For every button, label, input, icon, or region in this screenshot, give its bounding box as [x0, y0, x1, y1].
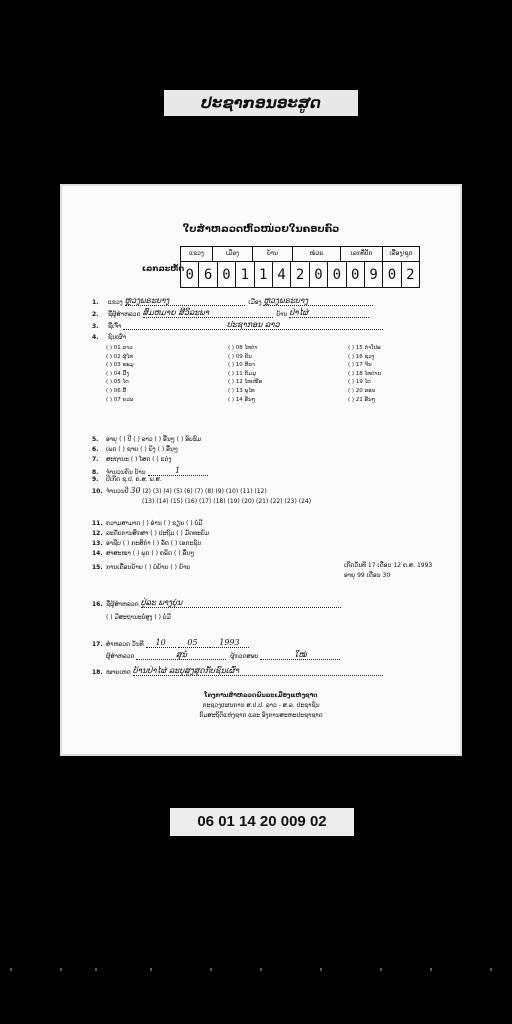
years-value: 30 [130, 486, 141, 495]
code-digit: 6 [199, 262, 217, 288]
film-edge-marks [0, 968, 512, 972]
form-row-9: 9. ປີເກີດ ຊ.ປ. ຄ.ສ. ພ.ສ. [92, 476, 162, 483]
district-value: ຫຼວງພຣະບາງ [263, 296, 373, 306]
code-digit: 0 [328, 262, 346, 288]
checkbox-option[interactable]: ( ) 12 ໄທເໜືອ [228, 378, 262, 387]
checkbox-option[interactable]: ( ) 16 ຊ່ວງ [348, 353, 381, 362]
form-row-10: 10. ຈຳນວນປີ 30 (2) (3) (4) (5) (6) (7) (8) (9) (10) (11) (12) [92, 486, 267, 495]
survey-year: 1993 [209, 638, 249, 648]
code-digit: 4 [273, 262, 291, 288]
form-row-17-signatures: ຜູ້ສຳຫລວດ ສຸນໍ ຜູ້ກວດສອບ ໃໝ່ [106, 650, 340, 660]
code-header-cell: ເລື້ອງ/ຊຸດ [389, 250, 413, 257]
form-row-4: 4. ຊົນເຜົ່າ [92, 334, 126, 341]
reel-code-label: 06 01 14 20 009 02 [170, 808, 354, 836]
row-text: ສະຖານະ ( ) ໂສດ ( ) ແຕ່ງ [106, 456, 172, 463]
survey-day: 10 [146, 638, 176, 648]
code-digit: 9 [365, 262, 383, 288]
field-label: ຊື່ຜູ້ສຳຫລວດ [106, 601, 139, 608]
form-row-13: 13. ອາຊີບ ( ) ກະສິກຳ ( ) ລັດ ( ) ເອກະຊົນ [92, 540, 202, 547]
code-header-cell: ເມືອງ [213, 247, 253, 261]
village-value: ປ່າໄຜ່ [289, 308, 369, 318]
field-label: ຈຳນວນປີ [106, 488, 129, 495]
form-row-12: 12. ລະດັບການສຶກສາ ( ) ປະຖົມ ( ) ມັດທະຍົມ [92, 530, 210, 537]
code-digit: 1 [255, 262, 273, 288]
checkbox-option[interactable]: ( ) 04 ມົ້ງ [106, 370, 134, 379]
checkbox-option[interactable]: ( ) 08 ໄທດຳ [228, 344, 262, 353]
survey-month: 05 [178, 638, 208, 648]
checkbox-option[interactable]: ( ) 10 ສີລາ [228, 361, 262, 370]
form-row-11: 11. ຄວາມສາມາດ ( ) ອ່ານ ( ) ຂຽນ ( ) ບໍ່ມີ [92, 520, 203, 527]
checkbox-option[interactable]: ( ) 21 ອື່ນໆ [348, 396, 381, 405]
form-row-6: 6. ເພດ ( ) ຊາຍ ( ) ຍິງ ( ) ອື່ນໆ [92, 446, 178, 453]
checkbox-option[interactable]: ( ) 02 ຜູ້ໄທ [106, 353, 134, 362]
field-label: ບ້ານ [276, 311, 288, 318]
form-row-18: 18. ໝາຍເຫດ ບ້ານປ່າໄຜ່ ລະບຸສູງສຸດກັບຊົນເຜົ່າ [92, 666, 383, 676]
code-table-header [181, 247, 419, 262]
checkbox-option[interactable]: ( ) 17 ຈີນ [348, 361, 381, 370]
field-label: ຊົນເຜົ່າ [107, 334, 126, 341]
form-row-17: 17. ສຳຫລວດ ວັນທີ 10 05 1993 [92, 638, 249, 648]
form-row-1: 1. ແຂວງ ຫຼວງພຣະບາງ ເມືອງ ຫຼວງພຣະບາງ [92, 296, 373, 306]
form-row-7: 7. ສະຖານະ ( ) ໂສດ ( ) ແຕ່ງ [92, 456, 172, 463]
code-digit: 2 [291, 262, 309, 288]
household-count: 1 [148, 466, 208, 476]
field-label: ແຂວງ [107, 299, 123, 306]
code-digits [181, 262, 419, 288]
form-row-2: 2. ຊື່ຜູ້ສຳຫລວດ ສົມຫມາຍ ສີວິລະພາ ບ້ານ ປ່າໄຜ່ [92, 308, 369, 318]
province-value: ຫຼວງພຣະບາງ [125, 296, 245, 306]
code-digit: 0 [310, 262, 328, 288]
checkbox-option[interactable]: ( ) 11 ກຶມມຸ [228, 370, 262, 379]
code-header-cell: ແຂວງ [181, 247, 213, 261]
ethnic-options-col2 [228, 344, 262, 404]
checkbox-option[interactable]: ( ) 15 ກຳໂປະ [348, 344, 381, 353]
census-form-page [60, 184, 462, 756]
field-label: ເມືອງ [248, 299, 262, 306]
surveyor-value: ສົມຫມາຍ ສີວິລະພາ [143, 308, 273, 318]
code-label: ເລກລະຫັດ [142, 264, 185, 273]
checkbox-option[interactable]: ( ) 18 ໄທດ່ານ [348, 370, 381, 379]
field-label: ສຳຫລວດ ວັນທີ [106, 641, 144, 648]
respondent-value: ປູ່ລະ ພາງບຸ່ນ [141, 598, 341, 608]
row-text: ປີເກີດ ຊ.ປ. ຄ.ສ. ພ.ສ. [106, 476, 162, 483]
birth-date-right: ເກີດວັນທີ 17 ເດືອນ 12 ຄ.ສ. 1993 [344, 562, 433, 569]
code-header-cell: ໜ່ວຍ [293, 247, 341, 261]
code-digit: 0 [218, 262, 236, 288]
owner-value: ປະຊາກອນ ລາວ [123, 320, 383, 330]
checkbox-option[interactable]: ( ) 09 ຍັນ [228, 353, 262, 362]
field-label: ຊື່ຜູ້ສຳຫລວດ [107, 311, 141, 318]
checkbox-option[interactable]: ( ) 03 ຂະມຸ [106, 361, 134, 370]
code-digit: 0 [181, 262, 199, 288]
checkbox-option[interactable]: ( ) 13 ພູໄທ [228, 387, 262, 396]
code-table [180, 246, 420, 288]
checker-signature: ໃໝ່ [260, 650, 340, 660]
form-row-10-numbers: (13) (14) (15) (16) (17) (18) (19) (20) (21) (22) (23) (24) [142, 498, 312, 505]
ethnic-options-col3 [348, 344, 381, 404]
checkbox-option[interactable]: ( ) 06 ລື້ [106, 387, 134, 396]
surveyor-signature: ສຸນໍ [136, 650, 226, 660]
row-text: ອາຍຸ ( ) ປີ ( ) ລາວ ( ) ອື່ນໆ ( ) ອົບຮົມ [106, 436, 202, 443]
field-label: ຊື່ເຈົ້າ [107, 323, 122, 330]
field-label: ໝາຍເຫດ [106, 669, 131, 676]
checkbox-option[interactable]: ( ) 14 ອື່ນໆ [228, 396, 262, 405]
remarks-value: ບ້ານປ່າໄຜ່ ລະບຸສູງສຸດກັບຊົນເຜົ່າ [133, 666, 383, 676]
form-row-3: 3. ຊື່ເຈົ້າ ປະຊາກອນ ລາວ [92, 320, 383, 330]
form-title: ໃບສຳຫລວດຫົວໜ່ວຍໃນຄອບຄົວ [182, 224, 340, 235]
code-digit: 0 [383, 262, 401, 288]
footer-line-3: ກົມສະຖິຕິແຫ່ງຊາດ ແລະ ອົງການສະຫະປະຊາຊາດ [199, 712, 323, 719]
checkbox-option[interactable]: ( ) 07 ຍວນ [106, 396, 134, 405]
reel-title-label: ປະຊາກອນອະສູດ [164, 90, 358, 116]
form-row-15: 15. ການເຄື່ອນຍ້າຍ ( ) ບໍ່ຍ້າຍ ( ) ຍ້າຍ [92, 564, 191, 571]
form-row-8: 8. ຈຳນວນຄົນ ບ້ານ 1 [92, 466, 208, 476]
checkbox-option[interactable]: ( ) 05 ໄຕ [106, 378, 134, 387]
checkbox-option[interactable]: ( ) 01 ລາວ [106, 344, 134, 353]
checkbox-option[interactable]: ( ) 19 ໄຕ [348, 378, 381, 387]
code-digit: 1 [236, 262, 254, 288]
code-header-cell: ເລກທີ່ປັດ [341, 247, 383, 261]
form-row-5: 5. ອາຍຸ ( ) ປີ ( ) ລາວ ( ) ອື່ນໆ ( ) ອົບຮົມ [92, 436, 202, 443]
form-row-16b: ( ) ມີສະຖານະບໍ່ສູງ ( ) ບໍ່ມີ [106, 614, 171, 621]
code-header-cell: ບ້ານ [253, 247, 293, 261]
row-text: ເພດ ( ) ຊາຍ ( ) ຍິງ ( ) ອື່ນໆ [106, 446, 178, 453]
form-row-16: 16. ຊື່ຜູ້ສຳຫລວດ ປູ່ລະ ພາງບຸ່ນ [92, 598, 341, 608]
age-right: ອາຍຸ 99 ເດືອນ 30 [344, 572, 391, 579]
checkbox-option[interactable]: ( ) 20 ຮອນ [348, 387, 381, 396]
code-digit: 0 [347, 262, 365, 288]
code-digit: 2 [406, 267, 415, 283]
footer-line-2: ກະຊວງແຜນການ ສ.ປ.ປ. ລາວ - ສ.ລ. ປະຊາຊົນ [202, 702, 320, 709]
form-row-14: 14. ສາສະໜາ ( ) ພຸດ ( ) ຄຣິດ ( ) ອື່ນໆ [92, 550, 195, 557]
field-label: ຈຳນວນຄົນ ບ້ານ [106, 469, 146, 476]
footer-line-1: ໂຄງການສຳຫລວດພົນລະເມືອງແຫ່ງຊາດ [204, 692, 318, 699]
ethnic-options-col1 [106, 344, 134, 404]
